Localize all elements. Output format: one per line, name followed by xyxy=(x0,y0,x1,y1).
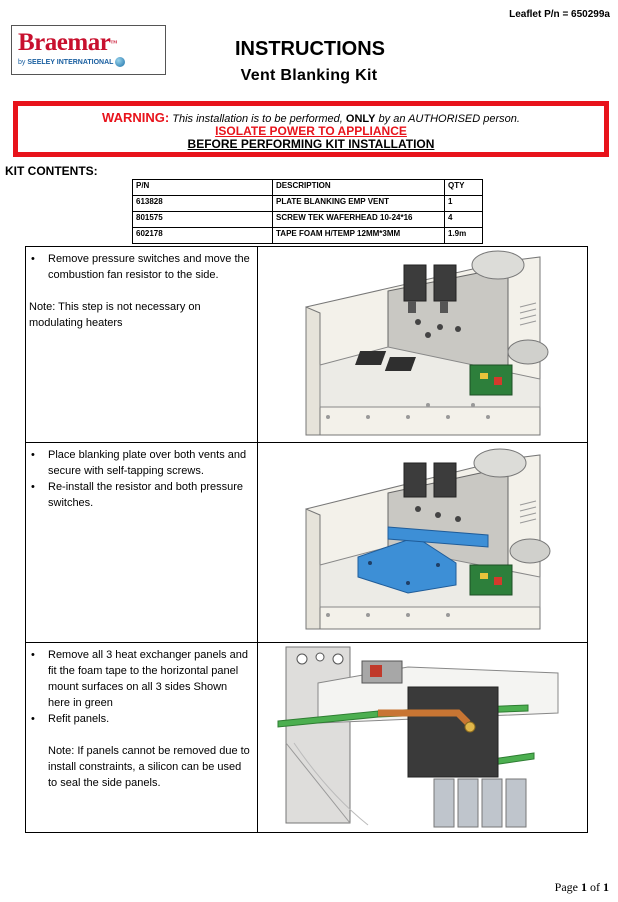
kit-cell-pn: 613828 xyxy=(133,196,273,212)
step-row-2 xyxy=(26,443,588,643)
warning-line xyxy=(18,110,604,125)
footer-of-label: of xyxy=(590,880,600,894)
kit-col-description: DESCRIPTION xyxy=(273,180,445,196)
step-1-bullet-1: • Remove pressure switches and move the combustion fan resistor to the side. xyxy=(29,251,251,283)
kit-cell-qty: 1 xyxy=(445,196,483,212)
kit-cell-qty: 1.9m xyxy=(445,228,483,244)
step-1-bullets xyxy=(29,251,251,283)
leaflet-part-number: Leaflet P/n = 650299a xyxy=(509,9,610,20)
kit-header-row xyxy=(133,180,483,196)
warning-text-after: by an AUTHORISED person. xyxy=(378,113,520,125)
instruction-steps-table xyxy=(25,246,588,833)
logo-company: SEELEY INTERNATIONAL xyxy=(27,58,114,66)
step-1-illustration xyxy=(258,247,588,443)
warning-label: WARNING: xyxy=(102,110,170,125)
kit-contents-heading: KIT CONTENTS: xyxy=(5,164,98,178)
kit-col-pn: P/N xyxy=(133,180,273,196)
step-2-bullet-1: • Place blanking plate over both vents and secure with self-tapping screws. xyxy=(29,447,251,479)
kit-cell-description: TAPE FOAM H/TEMP 12MM*3MM xyxy=(273,228,445,244)
table-row xyxy=(133,228,483,244)
warning-only: ONLY xyxy=(345,113,376,125)
step-3-bullet-1: • Remove all 3 heat exchanger panels and fit the foam tape to the horizontal panel mount surfaces on all 3 sides Shown here in green xyxy=(29,647,251,711)
table-row xyxy=(133,212,483,228)
step-2-illustration xyxy=(258,443,588,643)
kit-cell-qty: 4 xyxy=(445,212,483,228)
kit-cell-description: PLATE BLANKING EMP VENT xyxy=(273,196,445,212)
footer-page-label: Page xyxy=(554,880,578,894)
kit-cell-pn: 801575 xyxy=(133,212,273,228)
step-1-note: Note: This step is not necessary on modulating heaters xyxy=(29,301,201,329)
page-subtitle: Vent Blanking Kit xyxy=(240,67,378,84)
step-row-3 xyxy=(26,643,588,833)
footer-current-page: 1 xyxy=(581,880,587,894)
step-2-drawing xyxy=(258,443,587,641)
logo-brand-text: Braemar xyxy=(18,29,111,56)
page-footer xyxy=(555,880,609,895)
logo-trademark: ™ xyxy=(110,39,117,47)
warning-box xyxy=(13,101,609,157)
warning-before: BEFORE PERFORMING KIT INSTALLATION xyxy=(187,137,435,151)
logo-by: by xyxy=(18,58,26,66)
step-2-bullets xyxy=(29,447,251,511)
step-1-text xyxy=(26,247,258,443)
step-3-drawing xyxy=(258,643,587,831)
step-3-bullets xyxy=(29,647,251,727)
kit-cell-description: SCREW TEK WAFERHEAD 10-24*16 xyxy=(273,212,445,228)
kit-col-qty: QTY xyxy=(445,180,483,196)
warning-text-before: This installation is to be performed, xyxy=(172,113,343,125)
table-row xyxy=(133,196,483,212)
warning-isolate: ISOLATE POWER TO APPLIANCE xyxy=(215,124,407,138)
step-3-note: Note: If panels cannot be removed due to install constraints, a silicon can be used to seal the side panels. xyxy=(48,745,250,789)
page-title: INSTRUCTIONS xyxy=(235,38,385,60)
kit-contents-table xyxy=(132,179,483,244)
footer-total-pages: 1 xyxy=(603,880,609,894)
step-1-drawing xyxy=(258,247,587,441)
step-row-1 xyxy=(26,247,588,443)
step-3-illustration xyxy=(258,643,588,833)
step-3-bullet-2: • Refit panels. xyxy=(29,711,251,727)
step-3-text xyxy=(26,643,258,833)
kit-cell-pn: 602178 xyxy=(133,228,273,244)
step-2-bullet-2: • Re-install the resistor and both pressure switches. xyxy=(29,479,251,511)
step-2-text xyxy=(26,443,258,643)
